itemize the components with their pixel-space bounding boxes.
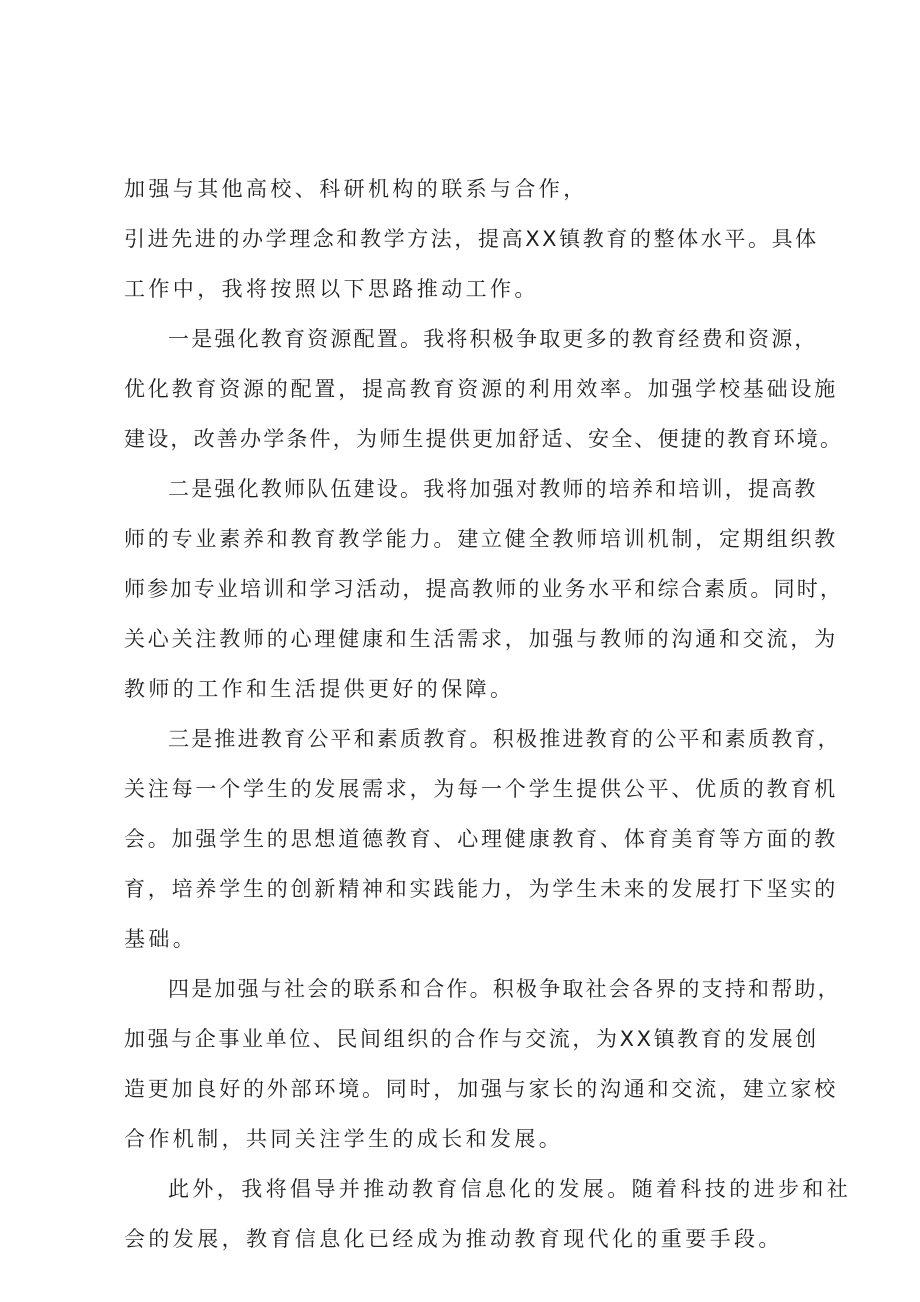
text-line: 合作机制，共同关注学生的成长和发展。 — [124, 1127, 564, 1151]
text-line: 育，培养学生的创新精神和实践能力，为学生未来的发展打下坚实的 — [124, 877, 838, 901]
text-line: 会的发展，教育信息化已经成为推动教育现代化的重要手段。 — [124, 1227, 783, 1251]
text-line: 建设，改善办学条件，为师生提供更加舒适、安全、便捷的教育环境。 — [124, 427, 844, 451]
text-line: 关注每一个学生的发展需求，为每一个学生提供公平、优质的教育机 — [124, 777, 838, 801]
text-line: 四是加强与社会的联系和合作。积极争取社会各界的支持和帮助， — [168, 977, 841, 1001]
text-line: 工作中，我将按照以下思路推动工作。 — [124, 277, 539, 301]
text-line: 三是推进教育公平和素质教育。积极推进教育的公平和素质教育， — [168, 727, 841, 751]
text-line: 二是强化教师队伍建设。我将加强对教师的培养和培训，提高教 — [168, 477, 818, 501]
text-line: 师的专业素养和教育教学能力。建立健全教师培训机制，定期组织教 — [124, 527, 838, 551]
text-line: 基础。 — [124, 927, 198, 951]
text-line: 师参加专业培训和学习活动，提高教师的业务水平和综合素质。同时， — [124, 577, 844, 601]
text-line: 会。加强学生的思想道德教育、心理健康教育、体育美育等方面的教 — [124, 827, 838, 851]
text-line: 优化教育资源的配置，提高教育资源的利用效率。加强学校基础设施 — [124, 377, 838, 401]
text-line: 一是强化教育资源配置。我将积极争取更多的教育经费和资源， — [168, 327, 818, 351]
text-line: 此外，我将倡导并推动教育信息化的发展。随着科技的进步和社 — [168, 1177, 852, 1201]
text-line: 加强与其他高校、科研机构的联系与合作， — [124, 177, 588, 201]
text-line: 关心关注教师的心理健康和生活需求，加强与教师的沟通和交流，为 — [124, 627, 838, 651]
text-line: 引进先进的办学理念和教学方法，提高XX镇教育的整体水平。具体 — [124, 227, 819, 251]
text-line: 教师的工作和生活提供更好的保障。 — [124, 677, 515, 701]
text-line: 加强与企事业单位、民间组织的合作与交流，为XX镇教育的发展创 — [124, 1027, 819, 1051]
text-line: 造更加良好的外部环境。同时，加强与家长的沟通和交流，建立家校 — [124, 1077, 838, 1101]
